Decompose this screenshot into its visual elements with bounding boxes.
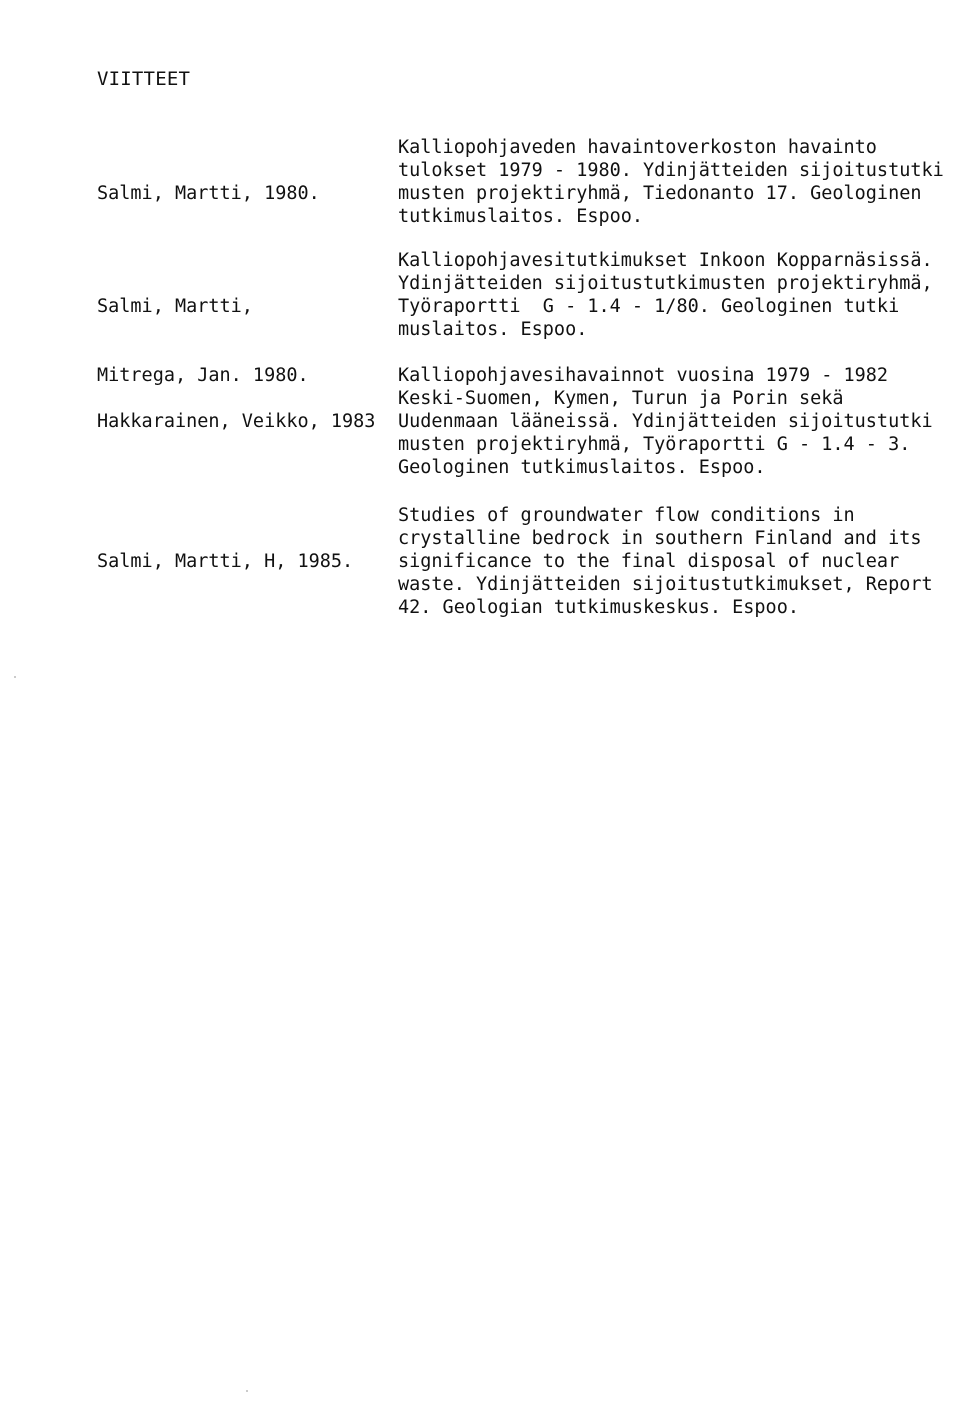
scan-speck — [14, 676, 16, 678]
citation-line: Ydinjätteiden sijoitustutkimusten projektiryhmä, — [398, 273, 933, 294]
citation-line: Kalliopohjaveden havaintoverkoston havainto — [398, 137, 877, 158]
reference-citation — [398, 364, 953, 479]
citation-line: Geologinen tutkimuslaitos. Espoo. — [398, 457, 766, 478]
author-line: Salmi, Martti, H, 1985. — [97, 551, 354, 572]
reference-citation — [398, 504, 953, 619]
reference-author — [97, 504, 353, 619]
reference-author — [97, 136, 320, 251]
page-title: VIITTEET — [97, 68, 191, 90]
citation-line: Kalliopohjavesitutkimukset Inkoon Kopparnäsissä. — [398, 250, 933, 271]
citation-line: significance to the final disposal of nuclear — [398, 551, 900, 572]
citation-line: Keski-Suomen, Kymen, Turun ja Porin sekä — [398, 388, 844, 409]
scan-speck — [246, 1390, 248, 1392]
citation-line: musten projektiryhmä, Työraportti G - 1.4 - 3. — [398, 434, 911, 455]
reference-citation — [398, 136, 953, 228]
citation-line: tulokset 1979 - 1980. Ydinjätteiden sijoitustutki — [398, 160, 944, 181]
citation-line: Työraportti G - 1.4 - 1/80. Geologinen tutki — [398, 296, 900, 317]
reference-author — [97, 364, 375, 479]
author-line: Hakkarainen, Veikko, 1983 — [97, 411, 376, 432]
reference-citation — [398, 249, 953, 341]
author-line: Salmi, Martti, — [97, 296, 253, 317]
citation-line: Studies of groundwater flow conditions in — [398, 505, 855, 526]
citation-line: waste. Ydinjätteiden sijoitustutkimukset, Report — [398, 574, 933, 595]
author-line: Salmi, Martti, 1980. — [97, 183, 320, 204]
citation-line: crystalline bedrock in southern Finland and its — [398, 528, 922, 549]
citation-line: Kalliopohjavesihavainnot vuosina 1979 - 1982 — [398, 365, 889, 386]
citation-line: musten projektiryhmä, Tiedonanto 17. Geologinen — [398, 183, 922, 204]
citation-line: 42. Geologian tutkimuskeskus. Espoo. — [398, 597, 799, 618]
citation-line: muslaitos. Espoo. — [398, 319, 588, 340]
citation-line: Uudenmaan lääneissä. Ydinjätteiden sijoitustutki — [398, 411, 933, 432]
author-line: Mitrega, Jan. 1980. — [97, 365, 309, 386]
citation-line: tutkimuslaitos. Espoo. — [398, 206, 644, 227]
